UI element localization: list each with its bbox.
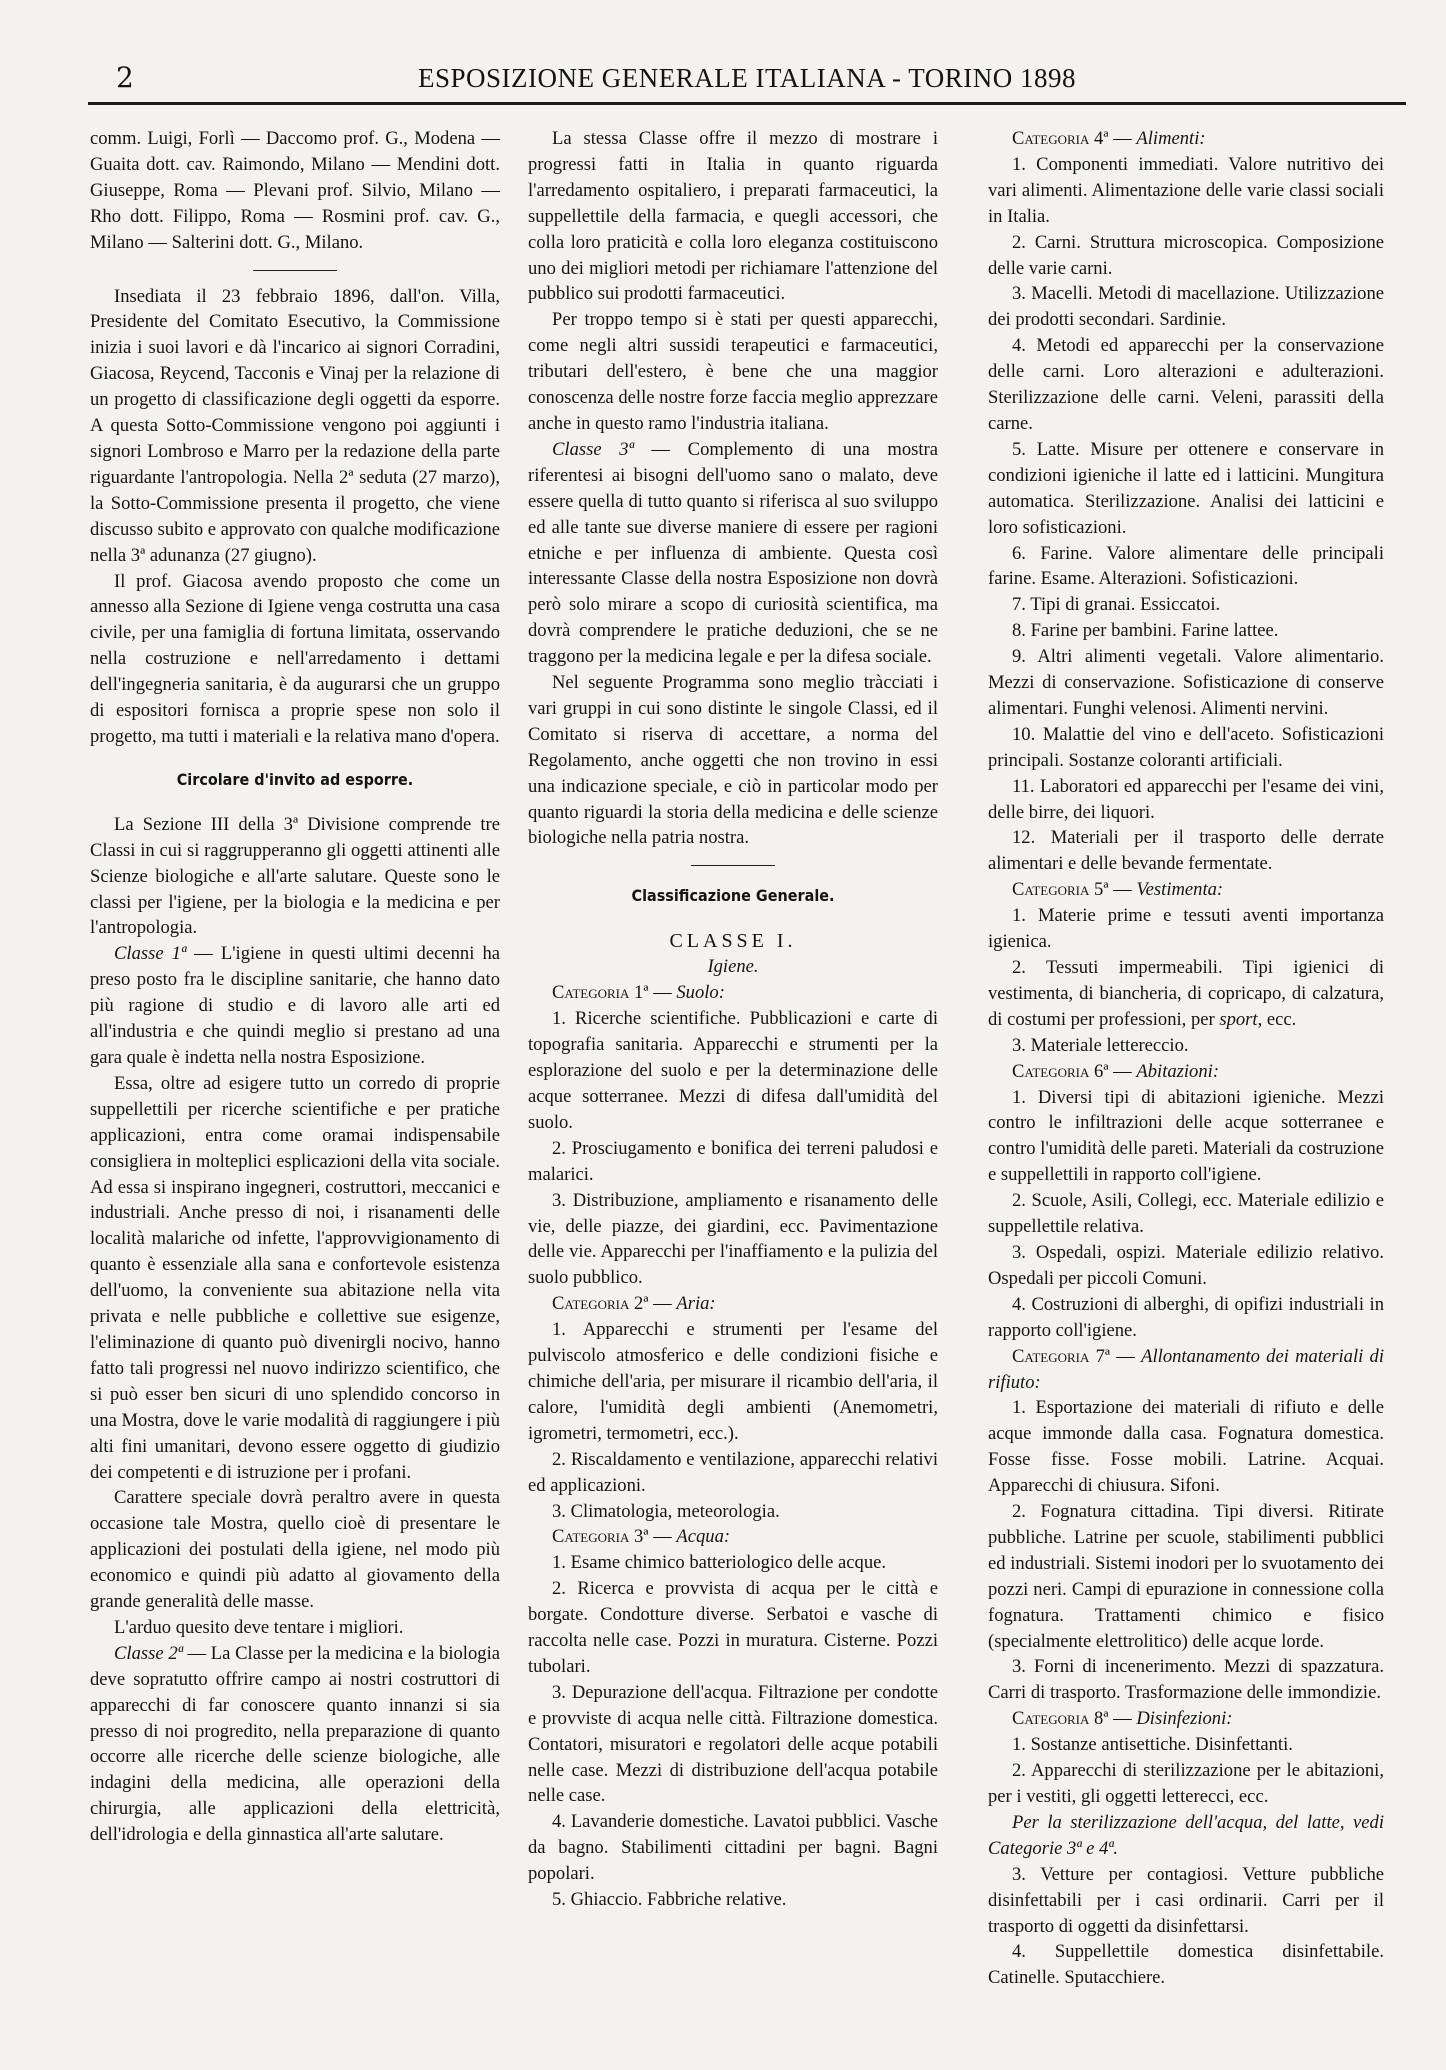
category-heading: Categoria 2ª — Aria: xyxy=(552,1293,716,1315)
category-name: Allontanamento dei materiali di rifiuto: xyxy=(988,1345,1384,1393)
list-item: 2. Ricerca e provvista di acqua per le città e borgate. Condotture diverse. Serbatoi e vasche di raccolta nelle case. Pozzi in muratura. Cisterne. Pozzi tubolari. xyxy=(528,1578,938,1677)
paragraph: Carattere speciale dovrà peraltro avere in questa occasione tale Mostra, quello cioè di presentare le applicazioni dei postulati della igiene, nel modo più economico e quindi più adatto al giovamento della grande generalità delle masse. xyxy=(90,1487,500,1613)
category-label: Categoria 1ª xyxy=(552,982,649,1004)
list-item: 3. Distribuzione, ampliamento e risanamento delle vie, delle piazze, dei giardini, ecc. Pavimentazione delle vie. Apparecchi per l'inaffiamento e la pulizia del suolo pubblico. xyxy=(528,1189,938,1289)
list-item: 4. Lavanderie domestiche. Lavatoi pubblici. Vasche da bagno. Stabilimenti cittadini per bagni. Bagni popolari. xyxy=(528,1811,938,1885)
list-item: 2. Scuole, Asili, Collegi, ecc. Materiale edilizio e suppellettile relativa. xyxy=(988,1190,1384,1238)
column-right xyxy=(988,126,1384,1991)
divider xyxy=(253,270,337,271)
list-item: 1. Esportazione dei materiali di rifiuto e delle acque immonde dalla casa. Fognatura domestica. Fosse fisse. Fosse mobili. Latrine. Acquai. Apparecchi di chiusura. Sifoni. xyxy=(988,1397,1384,1497)
paragraph-text: — La Classe per la medicina e la biologia deve sopratutto offrire campo ai nostri costruttori di apparecchi di far conoscere quanto innanzi si sia presso di noi progredito, nella preparazione di quanto occorre alle ricerche delle scienze biologiche, alle indagini della medicina, alle operazioni della chirurgia, alle applicazioni della elettricità, dell'idrologia e della ginnastica all'arte salutare. xyxy=(90,1642,500,1846)
column-left xyxy=(90,126,500,1848)
section-heading: Circolare d'invito ad esporre. xyxy=(176,769,414,789)
category-heading: Categoria 5ª — Vestimenta: xyxy=(1012,879,1224,901)
class-label: Classe 1ª xyxy=(114,943,187,965)
category-label: Categoria 2ª xyxy=(552,1293,649,1315)
list-item: 3. Climatologia, meteorologia. xyxy=(552,1500,780,1522)
paragraph: Il prof. Giacosa avendo proposto che come un annesso alla Sezione di Igiene venga costrutta una casa civile, per una famiglia di fortuna limitata, osservando nella costruzione e nell'arredamento i dettami dell'ingegneria sanitaria, è da augurarsi che un gruppo di espositori fornisca a proprie spese non solo il progetto, ma tutti i materiali e la relativa mano d'opera. xyxy=(90,570,500,747)
list-item: 2. Prosciugamento e bonifica dei terreni paludosi e malarici. xyxy=(528,1137,938,1185)
category-heading: Categoria 7ª — Allontanamento dei materiali di rifiuto: xyxy=(988,1345,1384,1393)
category-name: Abitazioni: xyxy=(1136,1060,1220,1082)
category-name: Aria: xyxy=(676,1293,716,1315)
list-item: 4. Costruzioni di alberghi, di opifizi industriali in rapporto coll'igiene. xyxy=(988,1293,1384,1341)
paragraph: Per troppo tempo si è stati per questi apparecchi, come negli altri sussidi terapeutici e farmaceutici, tributari dell'estero, è bene che una maggior conoscenza delle nostre forze faccia meglio apprezzare anche in questo ramo l'industria italiana. xyxy=(528,309,938,434)
paragraph: L'arduo quesito deve tentare i migliori. xyxy=(114,1616,404,1638)
list-item: 9. Altri alimenti vegetali. Valore alimentario. Mezzi di conservazione. Sofisticazione di conserve alimentari. Funghi velenosi. Alimenti nervini. xyxy=(988,646,1384,719)
list-item: 3. Macelli. Metodi di macellazione. Utilizzazione dei prodotti secondari. Sardinie. xyxy=(988,283,1384,331)
list-item: 1. Componenti immediati. Valore nutritivo dei vari alimenti. Alimentazione delle varie classi sociali in Italia. xyxy=(988,153,1384,227)
category-name: Acqua: xyxy=(676,1526,731,1548)
section-heading: Classificazione Generale. xyxy=(631,886,835,906)
list-item: 3. Forni di incenerimento. Mezzi di spazzatura. Carri di trasporto. Trasformazione delle immondizie. xyxy=(988,1656,1384,1704)
list-item: 6. Farine. Valore alimentare delle principali farine. Esame. Alterazioni. Sofisticazioni. xyxy=(988,542,1384,590)
running-title: ESPOSIZIONE GENERALE ITALIANA - TORINO 1898 xyxy=(417,63,1077,93)
list-item: 1. Materie prime e tessuti aventi importanza igienica. xyxy=(988,905,1384,953)
list-item: 7. Tipi di granai. Essiccatoi. xyxy=(1012,594,1221,616)
category-heading: Categoria 1ª — Suolo: xyxy=(552,982,725,1004)
list-item-text: , ecc. xyxy=(1257,1008,1297,1030)
paragraph-text: — L'igiene in questi ultimi decenni ha preso posto fra le discipline sanitarie, che hanno dato più ragione di studio e di lavoro alle arti ed all'industria e che quindi meglio si prestano ad una gara quale è indetta nella nostra Esposizione. xyxy=(90,943,500,1068)
list-item: 2. Fognatura cittadina. Tipi diversi. Ritirate pubbliche. Latrine per scuole, stabilimenti pubblici ed industriali. Sistemi inodori per lo svuotamento dei pozzi neri. Campi di epurazione in connessione colla fognatura. Trattamenti chimico e fisico (specialmente elettrolitico) delle acque lorde. xyxy=(988,1501,1384,1652)
list-item: 12. Materiali per il trasporto delle derrate alimentari e delle bevande fermentate. xyxy=(988,827,1384,875)
list-item: 1. Diversi tipi di abitazioni igieniche. Mezzi contro le infiltrazioni delle acque sotterranee e contro l'umidità delle pareti. Materiali da costruzione e suppellettili in rapporto coll'igiene. xyxy=(988,1086,1384,1186)
category-heading: Categoria 3ª — Acqua: xyxy=(552,1526,731,1548)
paragraph: La stessa Classe offre il mezzo di mostrare i progressi fatti in Italia in quanto riguarda l'arredamento ospitaliero, i preparati farmaceutici, la suppellettile della farmacia, e quegli accessori, che colla loro praticità e colla loro eleganza costituiscono uno dei migliori metodi per richiamare l'attenzione del pubblico sui prodotti farmaceutici. xyxy=(528,128,938,305)
category-label: Categoria 5ª xyxy=(1012,879,1109,901)
category-label: Categoria 6ª xyxy=(1012,1060,1109,1082)
category-label: Categoria 7ª xyxy=(1012,1345,1111,1367)
list-item-text: 2. Tessuti impermeabili. Tipi igienici di vestimenta, di biancheria, di copricapo, di calzatura, di costumi per professioni, per xyxy=(988,957,1384,1030)
paragraph: Insediata il 23 febbraio 1896, dall'on. Villa, Presidente del Comitato Esecutivo, la Commissione inizia i suoi lavori e dà l'incarico ai signori Corradini, Giacosa, Reycend, Tacconis e Vinaj per la relazione di un progetto di classificazione degli oggetti da esporre. A questa Sotto-Commissione vengono poi aggiunti i signori Lombroso e Marro per la redazione della parte riguardante l'antropologia. Nella 2ª seduta (27 marzo), la Sotto-Commissione presenta il progetto, che viene discusso subito e approvato con qualche modificazione nella 3ª adunanza (27 giugno). xyxy=(90,285,500,566)
class-label: Classe 3ª xyxy=(552,438,634,460)
category-name: Alimenti: xyxy=(1136,128,1206,149)
list-item: 4. Metodi ed apparecchi per la conservazione delle carni. Loro alterazioni e adulterazioni. Sterilizzazione delle carni. Veleni, parassiti della carne. xyxy=(988,335,1384,434)
list-item: 1. Esame chimico batteriologico delle acque. xyxy=(552,1552,887,1574)
paragraph: La Sezione III della 3ª Divisione comprende tre Classi in cui si raggrupperanno gli oggetti attinenti alle Scienze biologiche e all'arte salutare. Queste sono le classi per l'igiene, per la biologia e la medicina e per l'antropologia. xyxy=(90,813,500,939)
class-title: CLASSE I. xyxy=(669,930,797,953)
divider xyxy=(691,865,775,866)
category-label: Categoria 3ª xyxy=(552,1526,649,1548)
list-item: 5. Ghiaccio. Fabbriche relative. xyxy=(552,1889,787,1911)
list-item: 1. Ricerche scientifiche. Pubblicazioni e carte di topografia sanitaria. Apparecchi e strumenti per la esplorazione del suolo e per la determinazione delle acque sotterranee. Mezzi di difesa dall'umidità del suolo. xyxy=(528,1008,938,1133)
list-item: 4. Suppellettile domestica disinfettabile. Catinelle. Sputacchiere. xyxy=(988,1941,1384,1989)
list-item: 1. Apparecchi e strumenti per l'esame del pulviscolo atmosferico e delle condizioni fisiche e chimiche dell'aria, per misurare il ricambio dell'aria, il calore, l'umidità degli ambienti (Anemometri, igrometri, termometri, ecc.). xyxy=(528,1319,938,1444)
paragraph xyxy=(528,437,938,670)
list-item: 5. Latte. Misure per ottenere e conservare in condizioni igieniche il latte ed i latticini. Mungitura automatica. Sterilizzazione. Analisi dei latticini e loro sofisticazioni. xyxy=(988,438,1384,538)
list-item: 8. Farine per bambini. Farine lattee. xyxy=(1012,620,1279,642)
list-item: 2. Apparecchi di sterilizzazione per le abitazioni, per i vestiti, gli oggetti letterecci, ecc. xyxy=(988,1760,1384,1807)
class-subtitle: Igiene. xyxy=(707,956,759,978)
list-item xyxy=(988,955,1384,1033)
column-middle xyxy=(528,126,938,1913)
list-item: 11. Laboratori ed apparecchi per l'esame dei vini, delle birre, dei liquori. xyxy=(988,775,1384,823)
category-heading: Categoria 4ª — Alimenti: xyxy=(1012,128,1206,149)
paragraph: Essa, oltre ad esigere tutto un corredo di proprie suppellettili per ricerche scientifiche e per pratiche applicazioni, entra come oramai indispensabile consigliera in molteplici esplicazioni della vita sociale. Ad essa si inspirano ingegneri, costruttori, meccanici e industriali. Anche presso di noi, i risanamenti delle località malariche od infette, l'approvvigionamento di quanto è essenziale alla sana e confortevole esistenza dell'uomo, la conveniente sua abitazione nella vita privata e nelle pubbliche e collettive sue esigenze, l'eliminazione di quanto può divenirgli nocivo, hanno fatto tali progressi nel nuovo indirizzo scientifico, che si può esser ben sicuri di uno splendido concorso in una Mostra, dove le varie modalità di raggiungere i più alti fini umanitari, devono essere oggetto di giudizio dei competenti e di istruzione per i profani. xyxy=(90,1072,500,1483)
class-label: Classe 2ª xyxy=(114,1642,183,1664)
category-name: Vestimenta: xyxy=(1136,879,1224,901)
paragraph: Nel seguente Programma sono meglio tràcciati i vari gruppi in cui sono distinte le singole Classi, ed il Comitato si riserva di accettare, a norma del Regolamento, anche oggetti che non trovino in essi una indicazione speciale, e ciò in particolar modo per quanto riguardi la storia della medicina e delle scienze biologiche nella patria nostra. xyxy=(528,672,938,849)
page-header xyxy=(88,58,1406,105)
category-name: Disinfezioni: xyxy=(1136,1708,1233,1730)
category-heading: Categoria 8ª — Disinfezioni: xyxy=(1012,1708,1233,1730)
list-item: 2. Riscaldamento e ventilazione, apparecchi relativi ed applicazioni. xyxy=(528,1448,938,1496)
page-number: 2 xyxy=(116,61,134,94)
italic-word: sport xyxy=(1219,1008,1258,1030)
paragraph: comm. Luigi, Forlì — Daccomo prof. G., Modena — Guaita dott. cav. Raimondo, Milano — Mendini dott. Giuseppe, Roma — Plevani prof. Silvio, Milano — Rho dott. Filippo, Roma — Rosmini prof. cav. G., Milano — Salterini dott. G., Milano. xyxy=(90,128,500,253)
category-label: Categoria 4ª xyxy=(1012,128,1109,149)
list-item: 2. Carni. Struttura microscopica. Composizione delle varie carni. xyxy=(988,231,1384,279)
list-item: 3. Vetture per contagiosi. Vetture pubbliche disinfettabili per i casi ordinarii. Carri per il trasporto di oggetti da disinfettarsi. xyxy=(988,1863,1384,1937)
category-label: Categoria 8ª xyxy=(1012,1708,1109,1730)
list-item: 1. Sostanze antisettiche. Disinfettanti. xyxy=(1012,1734,1293,1756)
paragraph xyxy=(90,1641,500,1848)
list-item: 10. Malattie del vino e dell'aceto. Sofisticazioni principali. Sostanze coloranti artificiali. xyxy=(988,723,1384,771)
paragraph xyxy=(90,941,500,1071)
category-name: Suolo: xyxy=(676,982,725,1004)
category-heading: Categoria 6ª — Abitazioni: xyxy=(1012,1060,1220,1082)
note: Per la sterilizzazione dell'acqua, del latte, vedi Categorie 3ª e 4ª. xyxy=(988,1811,1384,1859)
paragraph-text: — Complemento di una mostra riferentesi ai bisogni dell'uomo sano o malato, deve essere quella di tutto quanto si riferisca al suo sviluppo ed alle tante sue diverse maniere di essere per ragioni etniche e per influenza di ambiente. Questa così interessante Classe della nostra Esposizione non dovrà però solo mirare a scopo di curiosità scientifica, ma dovrà comprendere le pratiche deduzioni, che se ne traggono per la medicina legale e per la difesa sociale. xyxy=(528,438,938,668)
list-item: 3. Depurazione dell'acqua. Filtrazione per condotte e provviste di acqua nelle città. Filtrazione domestica. Contatori, misuratori e regolatori delle acque potabili nelle case. Mezzi di distribuzione dell'acqua potabile nelle case. xyxy=(528,1681,938,1807)
list-item: 3. Materiale lettereccio. xyxy=(1012,1034,1189,1056)
list-item: 3. Ospedali, ospizi. Materiale edilizio relativo. Ospedali per piccoli Comuni. xyxy=(988,1241,1384,1289)
